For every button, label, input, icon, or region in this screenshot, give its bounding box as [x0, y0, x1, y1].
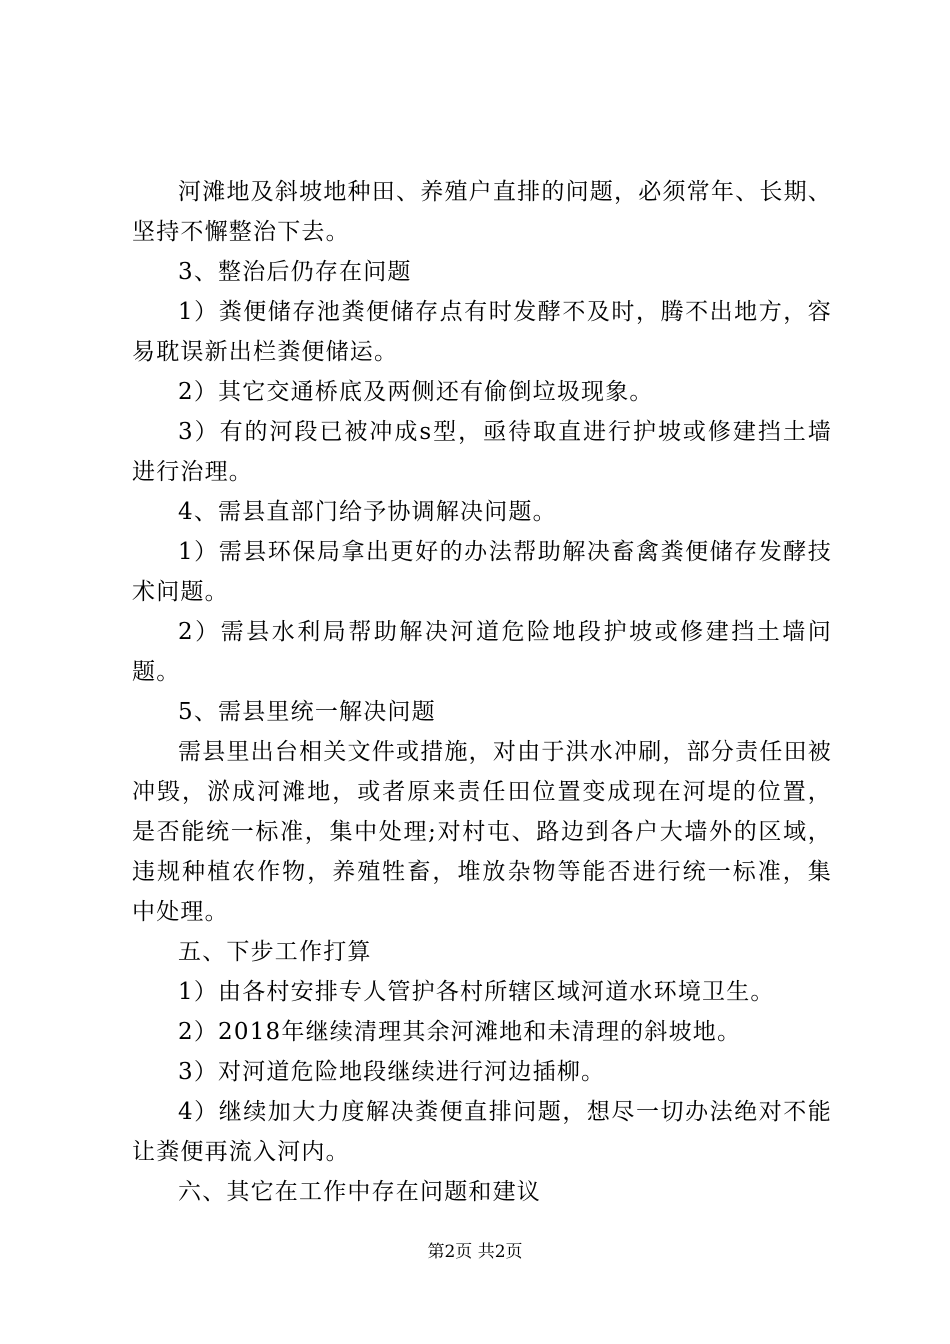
paragraph-7: 1）需县环保局拿出更好的办法帮助解决畜禽粪便储存发酵技术问题。	[132, 539, 832, 605]
paragraph-15: 4）继续加大力度解决粪便直排问题，想尽一切办法绝对不能让粪便再流入河内。	[132, 1099, 832, 1165]
paragraph-2: 3、整治后仍存在问题	[178, 259, 412, 285]
paragraph-13: 2）2018年继续清理其余河滩地和未清理的斜坡地。	[178, 1019, 742, 1045]
paragraph-4: 2）其它交通桥底及两侧还有偷倒垃圾现象。	[178, 379, 654, 405]
paragraph-12: 1）由各村安排专人管护各村所辖区域河道水环境卫生。	[178, 979, 775, 1005]
paragraph-11: 五、下步工作打算	[178, 939, 372, 965]
paragraph-6: 4、需县直部门给予协调解决问题。	[178, 499, 557, 525]
paragraph-10: 需县里出台相关文件或措施，对由于洪水冲刷，部分责任田被冲毁，淤成河滩地，或者原来责任田位置变成现在河堤的位置，是否能统一标准，集中处理;对村屯、路边到各户大墙外的区域，违规种植农作物，养殖牲畜，堆放杂物等能否进行统一标准，集中处理。	[132, 739, 832, 925]
paragraph-3: 1）粪便储存池粪便储存点有时发酵不及时，腾不出地方，容易耽误新出栏粪便储运。	[132, 299, 832, 365]
page-number: 第2页 共2页	[427, 1242, 523, 1262]
paragraph-1: 河滩地及斜坡地种田、养殖户直排的问题，必须常年、长期、坚持不懈整治下去。	[132, 179, 832, 245]
paragraph-16: 六、其它在工作中存在问题和建议	[178, 1179, 541, 1205]
paragraph-8: 2）需县水利局帮助解决河道危险地段护坡或修建挡土墙问题。	[132, 619, 832, 685]
paragraph-9: 5、需县里统一解决问题	[178, 699, 436, 725]
document-body	[132, 172, 832, 1212]
paragraph-5: 3）有的河段已被冲成s型，亟待取直进行护坡或修建挡土墙进行治理。	[132, 419, 832, 485]
paragraph-14: 3）对河道危险地段继续进行河边插柳。	[178, 1059, 606, 1085]
